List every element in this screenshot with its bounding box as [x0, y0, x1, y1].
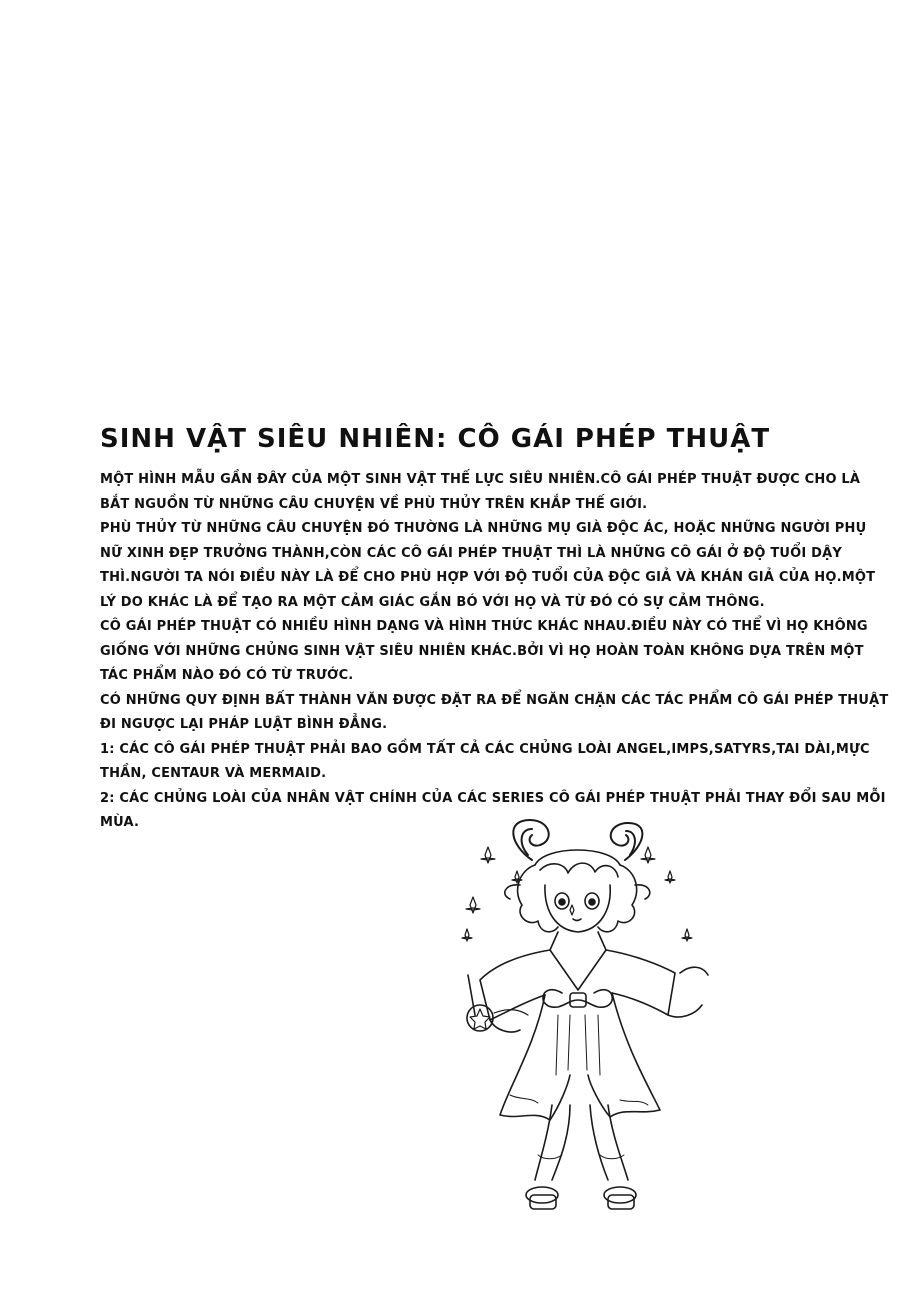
- satyr-girl-illustration: [440, 815, 720, 1225]
- paragraph-forms: CÔ GÁI PHÉP THUẬT CÓ NHIỀU HÌNH DẠNG VÀ HÌNH THỨC KHÁC NHAU.ĐIỀU NÀY CÓ THỂ VÌ HỌ KHÔNG GIỐNG VỚI NHỮNG CHỦNG SINH VẬT SIÊU NHIÊN KHÁC.BỞI VÌ HỌ HOÀN TOÀN KHÔNG DỰA TRÊN MỘT TÁC PHẨM NÀO ĐÓ CÓ TỪ TRƯỚC.: [100, 619, 868, 683]
- rule-1: 1: CÁC CÔ GÁI PHÉP THUẬT PHẢI BAO GỒM TẤT CẢ CÁC CHỦNG LOÀI ANGEL,IMPS,SATYRS,TAI DÀI,MỰC THẦN, CENTAUR VÀ MERMAID.: [100, 741, 870, 781]
- legs: [526, 1105, 636, 1209]
- paragraph-witches: PHÙ THỦY TỪ NHỮNG CÂU CHUYỆN ĐÓ THƯỜNG LÀ NHỮNG MỤ GIÀ ĐỘC ÁC, HOẶC NHỮNG NGƯỜI PHỤ NỮ XINH ĐẸP TRƯỞNG THÀNH,CÒN CÁC CÔ GÁI PHÉP THUẬT THÌ LÀ NHỮNG CÔ GÁI Ở ĐỘ TUỔI DẬY THÌ.NGƯỜI TA NÓI ĐIỀU NÀY LÀ ĐỂ CHO PHÙ HỢP VỚI ĐỘ TUỔI CỦA ĐỘC GIẢ VÀ KHÁN GIẢ CỦA HỌ.MỘT LÝ DO KHÁC LÀ ĐỂ TẠO RA MỘT CẢM GIÁC GẮN BÓ VỚI HỌ VÀ TỪ ĐÓ CÓ SỰ CẢM THÔNG.: [100, 521, 876, 610]
- sparkle-icons: [462, 847, 692, 941]
- rule-2: 2: CÁC CHỦNG LOÀI CỦA NHÂN VẬT CHÍNH CỦA CÁC SERIES CÔ GÁI PHÉP THUẬT PHẢI THAY ĐỔI SAU MỖI MÙA.: [100, 790, 886, 830]
- horn-icons: [513, 820, 642, 860]
- paragraph-rules: CÓ NHỮNG QUY ĐỊNH BẤT THÀNH VĂN ĐƯỢC ĐẶT RA ĐỂ NGĂN CHẶN CÁC TÁC PHẨM CÔ GÁI PHÉP THUẬT ĐI NGƯỢC LẠI PHÁP LUẬT BÌNH ĐẲNG.: [100, 692, 889, 732]
- kimono: [480, 932, 708, 1120]
- magic-staff-icon: [467, 975, 528, 1031]
- article: [100, 422, 890, 836]
- head: [505, 850, 650, 932]
- paragraph-intro: MỘT HÌNH MẪU GẦN ĐÂY CỦA MỘT SINH VẬT THẾ LỰC SIÊU NHIÊN.CÔ GÁI PHÉP THUẬT ĐƯỢC CHO LÀ BẮT NGUỒN TỪ NHỮNG CÂU CHUYỆN VỀ PHÙ THỦY TRÊN KHẮP THẾ GIỚI.: [100, 472, 861, 512]
- article-title: SINH VẬT SIÊU NHIÊN: CÔ GÁI PHÉP THUẬT: [100, 424, 771, 454]
